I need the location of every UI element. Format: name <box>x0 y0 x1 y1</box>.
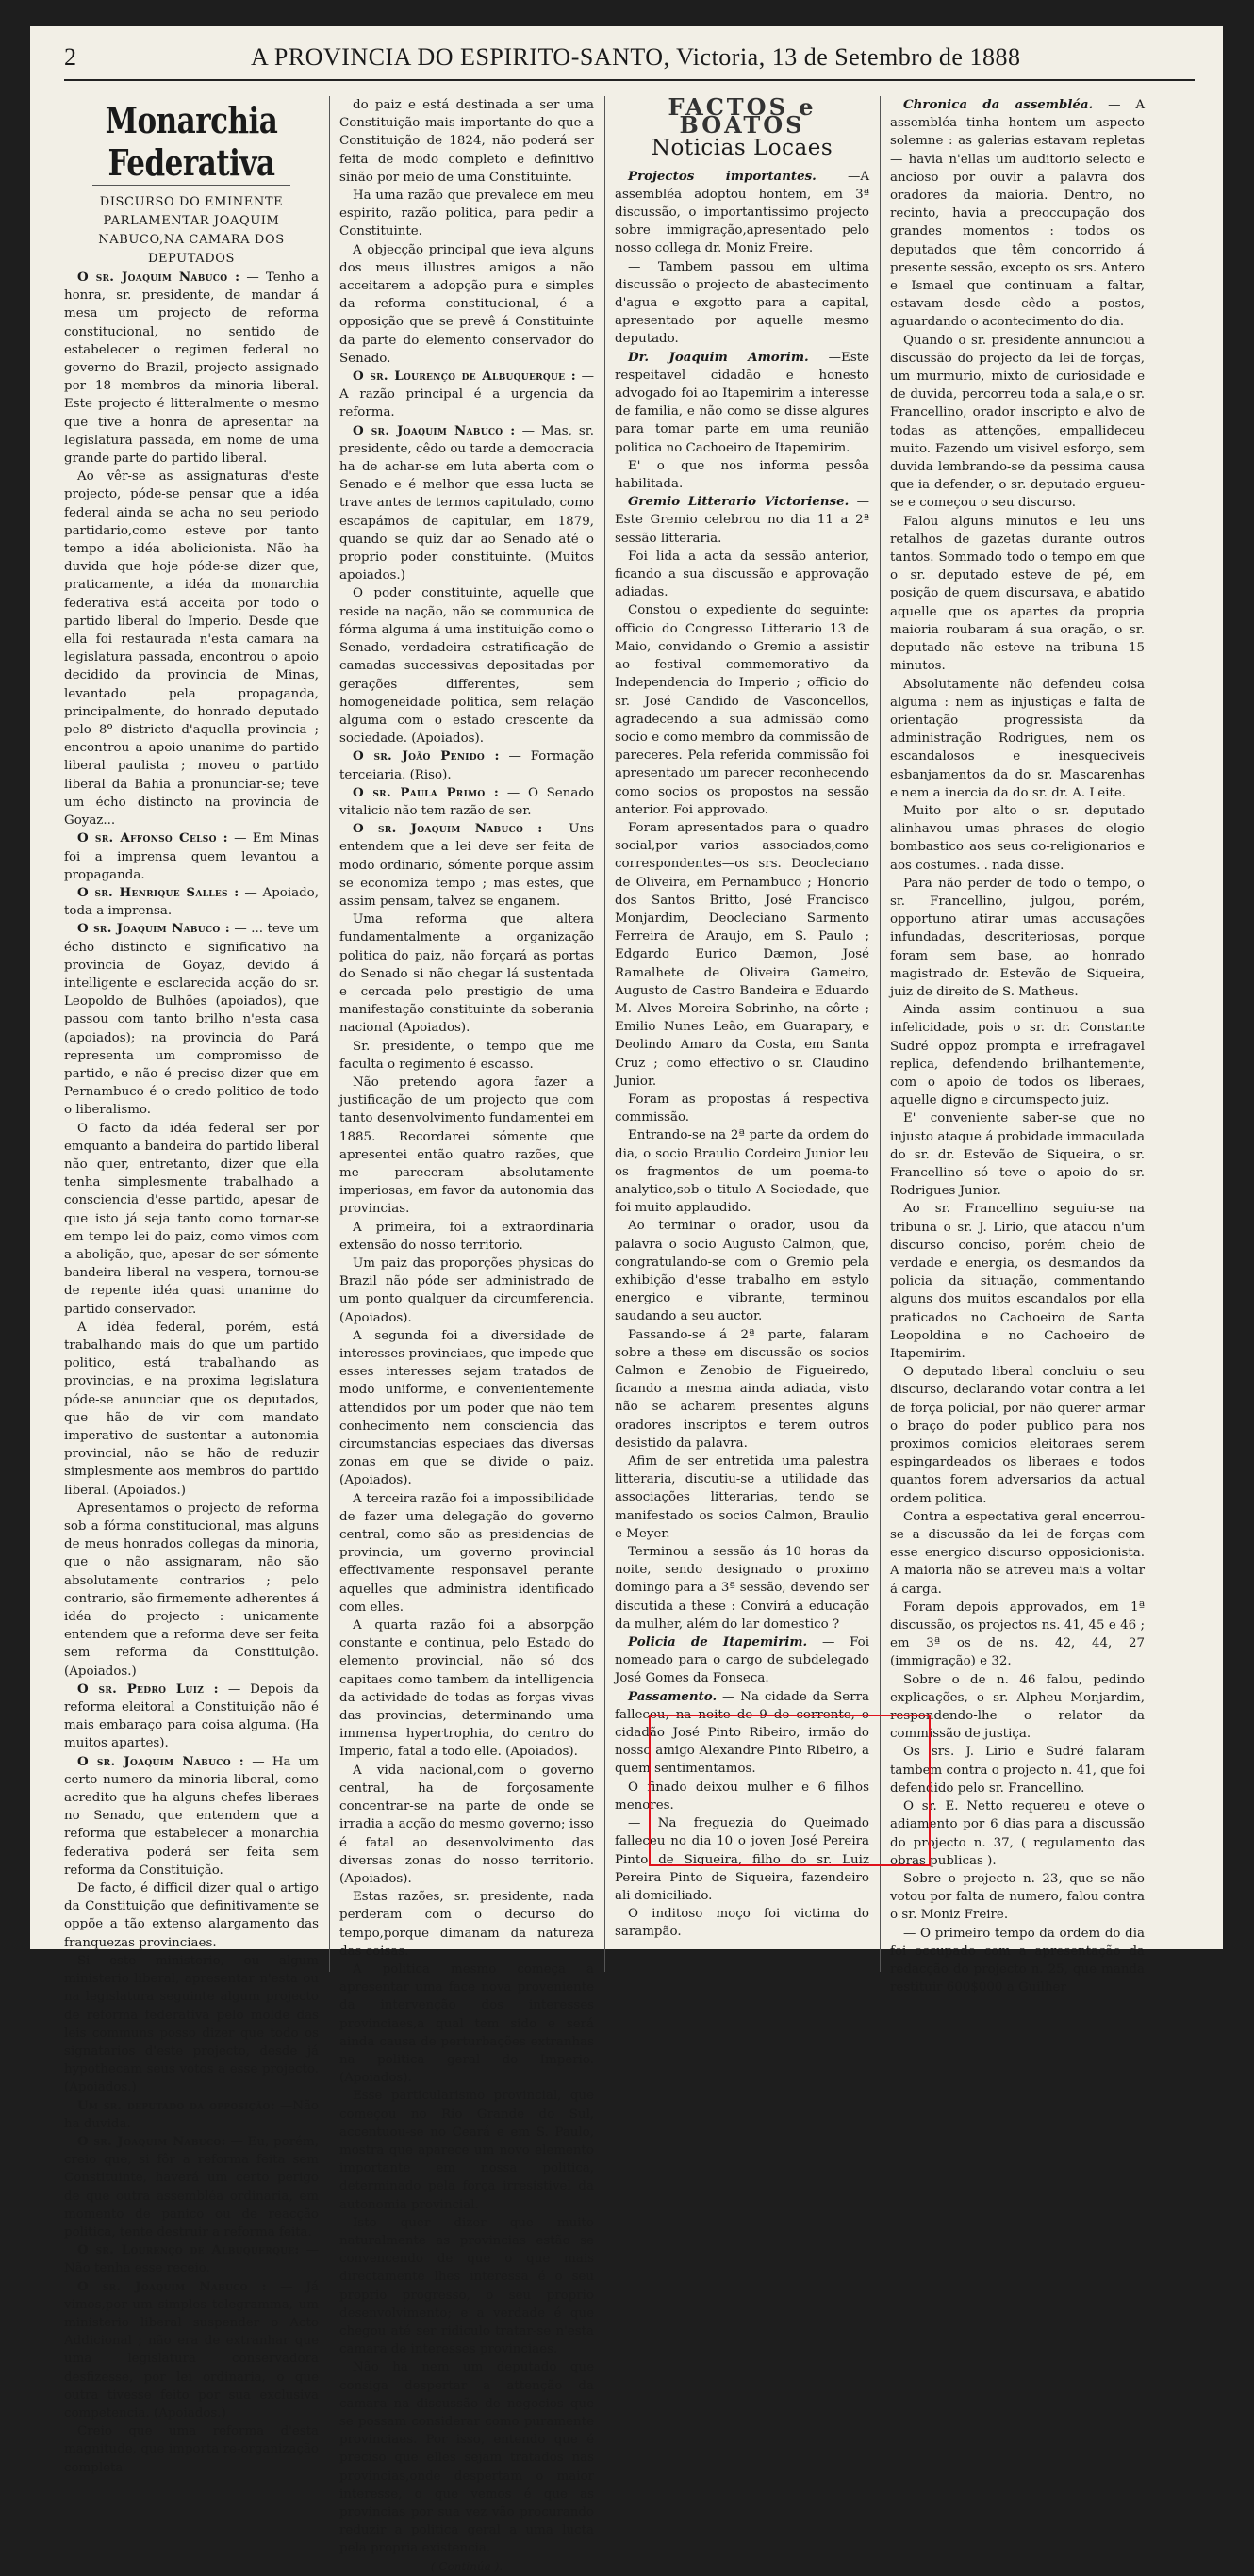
paragraph-text: Ao vêr-se as assignaturas d'este projecto, póde-se pensar que a idéa federal ainda se acha no seu periodo partidario,como esteve por tanto tempo a idéa abolicionista. Não ha duvida que hoje póde-se dizer que, praticamente, a idéa da monarchia federativa está acceita por todo o partido liberal do Imperio. Desde que ella foi restaurada n'esta camara na legislatura passada, encontrou o apoio decidido da provincia de Minas, levantado pela propaganda, principalmente, do honrado deputado pelo 8º districto d'aquella provincia ; encontrou a apoio unanime do partido liberal paulista ; moveu o partido liberal da Bahia a pronunciar-se; teve um écho distincto na provincia de Goyaz... <box>64 469 319 829</box>
paragraph-text: De facto, é difficil dizer qual o artigo da Constituição que definitivamente se oppõe a tão extenso alargamento das franquezas provinciaes. <box>64 1881 319 1950</box>
paragraph <box>615 1814 869 1905</box>
paragraph-text: — ... teve um écho distincto e significativo na provincia de Goyaz, devido á intelligente e esclarecida acção do sr. Leopoldo de Bulhões (apoiados), que passou com tanto brilho n'esta casa (apoiados); na provincia do Pará representa um compromisso de partido, e não é preciso dizer que em Pernambuco é o credo politico de todo o liberalismo. <box>64 922 320 1118</box>
paragraph <box>64 1879 319 1952</box>
paragraph <box>339 241 594 368</box>
paragraph <box>339 784 594 820</box>
section-subtitle: Noticias Locaes <box>651 136 833 161</box>
speaker-name: O sr. Joaquim Nabuco : <box>353 422 516 438</box>
subhead: DISCURSO DO EMINENTE PARLAMENTAR JOAQUIM NABUCO,NA CAMARA DOS DEPUTADOS <box>98 195 285 266</box>
paragraph <box>615 548 869 602</box>
paragraph-text: Foram depois approvados, em 1ª discussão, os projectos ns. 41, 45 e 46 ; em 3ª os de ns. 42, 44, 27 (immigração) e 32. <box>890 1600 1145 1669</box>
paragraph-text: — Formação terceiaria. (Riso). <box>339 749 594 782</box>
paragraph-heading: Policia de Itapemirim. <box>628 1634 808 1650</box>
paragraph-text: O inditoso moço foi victima do sarampão. <box>615 1907 869 1940</box>
paragraph-text: — O primeiro tempo da ordem do dia foi occupado com a apresentação da redacção do projecto n. 25, que manda restituir 600$000 a Guilher <box>890 1926 1145 1995</box>
paragraph-text: Os srs. J. Lirio e Sudré falaram tambem contra o projecto n. 41, que foi defendido pelo sr. Francellino. <box>890 1745 1145 1796</box>
paragraph <box>615 601 869 818</box>
paragraph <box>890 875 1145 1001</box>
paragraph <box>339 1219 594 1255</box>
paragraph-heading: Projectos importantes. <box>628 168 817 184</box>
paragraph-text: A politica mesmo começa a apresentar uma face nova proveniente da intervenção dos interesses provinciaes,a qual tem sido e será ainda causa de perturbações extranhas na politica geral do Imperio. (Apoiados). <box>339 1961 594 2086</box>
paragraph-text: Si este ministerio, ou algum ministerio liberal, apresentar n'esta ou na legislatura seguinte algum projecto de reforma federativa pelo molde das leis communs posso dizer que todo os signatarios d'este projecto, desde já hypothecam seus votos a esse projecto. (Apoiados.) <box>64 1953 319 2095</box>
paragraph <box>339 2087 594 2213</box>
paragraph-text: —Este respeitavel cidadão e honesto advogado foi ao Itapemirim a interesse de familia, e não como se disse algures para tomar parte em uma reunião politica no Cachoeiro de Itapemirim. <box>615 350 869 455</box>
paragraph-text: Entrando-se na 2ª parte da ordem do dia, o socio Braulio Cordeiro Junior leu os fragmentos de um poema-to analytico,sob o titulo A Sociedade, que foi muito applaudido. <box>615 1128 869 1216</box>
paragraph <box>890 332 1145 513</box>
paragraph <box>64 1500 319 1681</box>
paragraph <box>615 457 869 493</box>
speaker-name: O sr. Lourenço de Albuquerque: <box>77 2242 300 2258</box>
page-number: 2 <box>64 43 77 71</box>
paragraph-text: O sr. E. Netto requereu e oteve o adiamento por 6 dias para a discussão do projecto n. 37, ( regulamento das obras publicas ). <box>890 1799 1145 1868</box>
speaker-name: O sr. Henrique Salles : <box>77 884 239 900</box>
paragraph <box>615 1126 869 1217</box>
continua-note: ( Continúa ). <box>430 2559 503 2573</box>
paragraph <box>890 676 1145 802</box>
paragraph-text: — Ha um certo numero da minoria liberal, como acredito que ha alguns chefes liberaes no Senado, que entendem que a reforma que estabelecer a monarchia federativa poderá ser feita sem reforma da Constituição. <box>64 1754 320 1878</box>
paragraph <box>64 829 319 884</box>
paragraph <box>615 1633 869 1688</box>
paragraph <box>339 1255 594 1327</box>
paragraph <box>615 168 869 258</box>
paragraph <box>64 920 319 1119</box>
column-4 <box>890 96 1145 1995</box>
paragraph-text: do paiz e está destinada a ser uma Constituição mais importante do que a Constituição de 1824, não poderá ser feita de modo completo e definitivo sinão por meio de uma Constituinte. <box>339 98 594 185</box>
speaker-name: O sr. Joaquim Nabuco : <box>77 2278 267 2294</box>
paragraph <box>339 1616 594 1762</box>
paragraph-text: Estas razões, sr. presidente, nada perderam com o decurso do tempo,porque dimanam da natureza das coisas. <box>339 1890 594 1959</box>
paragraph <box>615 1905 869 1941</box>
paragraph-heading: Passamento. <box>628 1688 718 1704</box>
paragraph-text: —A assembléa adoptou hontem, em 3ª discussão, o importantissimo projecto sobre immigração,apresentado pelo nosso collega dr. Moniz Freire. <box>615 169 869 256</box>
columns <box>64 93 1195 2573</box>
masthead-title: A PROVINCIA DO ESPIRITO-SANTO, Victoria, 13 de Setembro de 1888 <box>251 43 1021 71</box>
speaker-name: O sr. Affonso Celso : <box>77 830 228 846</box>
paragraph-text: — Tambem passou em ultima discussão o projecto de abastecimento d'agua e exgotto para a capital, apresentado por aquelle mesmo deputado. <box>615 259 869 347</box>
speaker-name: O sr. Joaquim Nabuco : <box>77 921 230 937</box>
paragraph <box>339 2358 594 2557</box>
paragraph-text: Passando-se á 2ª parte, falaram sobre a these em discussão os socios Calmon e Zenobio de Figueiredo, ficando a mesma ainda adiada, visto não se acharem presentes alguns oradores inscriptos e terem outros desistido da palavra. <box>615 1327 869 1451</box>
paragraph <box>64 1952 319 2097</box>
paragraph <box>615 493 869 548</box>
paragraph <box>890 1109 1145 1200</box>
paragraph <box>64 1319 319 1500</box>
column-3 <box>615 93 869 1940</box>
paragraph-text: Foi lida a acta da sessão anterior, ficando a sua discussão e approvação adiadas. <box>615 549 869 600</box>
paragraph <box>890 1508 1145 1599</box>
paragraph <box>890 1870 1145 1925</box>
paragraph-text: A vida nacional,com o governo central, ha de forçosamente concentrar-se na parte de onde se irradia a acção do mesmo governo; isso é fatal ao desenvolvimento das diversas zonas do nosso territorio. (Apoiados). <box>339 1763 594 1886</box>
paragraph <box>339 1327 594 1490</box>
paragraph-text: E' o que nos informa pessôa habilitada. <box>615 458 869 492</box>
paragraph <box>890 1797 1145 1870</box>
paragraph <box>615 1688 869 1779</box>
paragraph <box>615 1452 869 1543</box>
paragraph-text: Muito por alto o sr. deputado alinhavou umas phrases de elogio bombastico aos seus co-religionarios e aos costumes. . nada disse. <box>890 803 1145 873</box>
paragraph <box>339 1038 594 1074</box>
speaker-name: O sr. Joaquim Nabuco : <box>77 270 240 285</box>
speaker-name: O sr. Paula Primo : <box>353 784 500 800</box>
paragraph-text: O deputado liberal concluiu o seu discurso, declarando votar contra a lei de força policial, por não querer armar o braço do poder publico para nos proximos comicios eleitoraes serem espingardeados os liberaes e todos quantos forem adversarios da actual ordem politica. <box>890 1365 1145 1506</box>
column-2 <box>339 96 594 2573</box>
speaker-name: O sr. Joaquim Nabuco : <box>353 821 543 837</box>
paragraph <box>64 468 319 829</box>
paragraph-heading: Chronica da assembléa. <box>903 97 1094 112</box>
paragraph <box>64 269 319 468</box>
paragraph-text: — Na cidade da Serra falleceu, na noite de 9 do corrente, o cidadão José Pinto Ribeiro, irmão do nosso amigo Alexandre Pinto Ribeiro, a quem sentimentamos. <box>615 1689 869 1777</box>
paragraph <box>64 2097 319 2133</box>
speaker-name: O sr. Lourenço de Albuquerque : <box>353 369 576 385</box>
paragraph <box>339 1074 594 1219</box>
paragraph-text: — Na freguezia do Queimado falleceu no dia 10 o joven José Pereira Pinto de Siqueira, filho do sr. Luiz Pereira Pinto de Siqueira, fazendeiro ali domiciliado. <box>615 1816 869 1903</box>
paragraph <box>339 187 594 241</box>
paragraph <box>64 1681 319 1753</box>
paragraph <box>339 747 594 783</box>
paragraph-text: Absolutamente não defendeu coisa alguma : nem as injustiças e falta de orientação progressista da administração Rodrigues, nem os escandalosos e inesqueciveis esbanjamentos da do sr. Mascarenhas e nem a inercia da do sr. dr. A. Leite. <box>890 677 1145 800</box>
speaker-name: O sr. Joaquim Nabuco : <box>77 1753 244 1769</box>
paragraph <box>615 1779 869 1814</box>
paragraph-text: — Tenho a honra, sr. presidente, de mandar á mesa um projecto de reforma constitucional, no sentido de estabelecer o regimen federal no governo do Brazil, projecto assignado por 18 membros da minoria liberal. Este projecto é litteralmente o mesmo que tive a honra de apresentar na legislatura passada, em nome de uma grande parte do partido liberal. <box>64 271 319 467</box>
paragraph-text: — Depois da reforma eleitoral a Constituição não é mais embaraço para coisa alguma. (Ha muitos apartes). <box>64 1682 319 1751</box>
speaker-name: O sr. Pedro Luiz : <box>77 1681 219 1697</box>
paragraph-text: Sobre o de n. 46 falou, pedindo explicações, o sr. Alpheu Monjardim, respondendo-lhe o relator da commissão de justiça. <box>890 1672 1145 1742</box>
paragraph <box>64 1753 319 1879</box>
paragraph-text: Para não perder de todo o tempo, o sr. Francellino, julgou, porém, opportuno atirar umas accusações infundadas, descriteriosas, porque foram sem base, ao honrado magistrado dr. Estevão de Siqueira, juiz de direito de S. Matheus. <box>890 876 1145 999</box>
paragraph <box>615 1217 869 1325</box>
paragraph <box>890 1743 1145 1797</box>
paragraph-text: Isto quer dizer que muito naturalmente as provincias estão se convencendo de que o que mais directamente lhes interessa é o seu proprio progresso, o seu proprio desenvolvimento; e a verdade é que chegou até ser ridiculo tratar-se n'esta camara de interesses provinciaes. <box>339 2215 594 2357</box>
paragraph-text: Terminou a sessão ás 10 horas da noite, sendo designado o proximo domingo para a 3ª sessão, devendo ser discutida a these : Convirá a educação da mulher, além do lar domestico ? <box>615 1545 869 1632</box>
paragraph-text: Ao sr. Francellino seguiu-se na tribuna o sr. J. Lirio, que atacou n'um discurso conciso, porém cheio de verdade e energia, os desmandos da policia da situação, commentando alguns dos muitos escandalos por ella praticados no Cachoeiro de Santa Leopoldina e no Cachoeiro de Itapemirim. <box>890 1202 1145 1362</box>
paragraph-text: A terceira razão foi a impossibilidade de fazer uma delegação do governo central, como são as presidencias de provincia, um governo provincial effectivamente responsavel perante aquelles que administra identificado com elles. <box>339 1491 594 1615</box>
paragraph-text: Contra a espectativa geral encerrou-se a discussão da lei de forças com esse energico discurso opposicionista. A maioria não se atreveu mais a voltar á carga. <box>890 1509 1145 1597</box>
paragraph <box>339 96 594 187</box>
paragraph <box>339 1888 594 1961</box>
paragraph <box>615 819 869 1091</box>
paragraph-text: Uma reforma que altera fundamentalmente a organização politica do paiz, não forçará as portas do Senado si não chegar lá sustentada e cercada pelo prestigio de uma manifestação constituinte da soberania nacional (Apoiados). <box>339 912 594 1036</box>
paragraph <box>64 2422 319 2477</box>
paragraph-text: A primeira, foi a extraordinaria extensão do nosso territorio. <box>339 1220 594 1253</box>
paragraph <box>339 1490 594 1616</box>
paragraph <box>890 1925 1145 1997</box>
paragraph <box>890 1599 1145 1671</box>
paragraph <box>64 2241 319 2277</box>
column-rule <box>880 96 881 1972</box>
paragraph-text: — O Senado vitalicio não tem razão de ser. <box>339 785 594 818</box>
paragraph-text: — A assembléa tinha hontem um aspecto solemne : as galerias estavam repletas — havia n'ellas um auditorio selecto e ancioso por ouvir a palavra dos oradores da maioria. Dentro, no recinto, havia a preoccupação dos grandes momentos : todos os deputados que têm concorrido á presente sessão, excepto os srs. Antero e Ismael que continuam a faltar, estavam desde cêdo a postos, aguardando o acontecimento do dia. <box>890 98 1145 330</box>
paragraph <box>890 1200 1145 1363</box>
paragraph-text: E' conveniente saber-se que no injusto ataque á probidade immaculada do sr. dr. Estevão de Siqueira, o sr. Francellino só teve o apoio do sr. Rodrigues Junior. <box>890 1111 1145 1199</box>
paragraph <box>339 1961 594 2087</box>
paragraph-text: Creio que uma reforma d'esta magnitude, que importa re-organização completa <box>64 2424 319 2475</box>
paragraph <box>339 368 594 422</box>
paragraph <box>64 884 319 920</box>
paragraph-text: Sobre o projecto n. 23, que se não votou por falta de numero, falou contra o sr. Moniz Freire. <box>890 1871 1145 1923</box>
paragraph-text: — A razão principal é a urgencia da reforma. <box>339 369 594 420</box>
paragraph <box>890 96 1145 332</box>
paragraph <box>615 1543 869 1633</box>
paragraph-text: —Não tenha esse receio. <box>64 2243 319 2276</box>
paragraph-text: Foram as propostas á respectiva commissão. <box>615 1091 869 1125</box>
paragraph-text: O poder constituinte, aquelle que reside na nação, não se communica de fórma alguma á uma instituição como o Senado, verdadeira estratificação de camadas successivas depositadas por gerações differentes, sem homogeneidade politica, sem relação alguma com o estado crescente da sociedade. (Apoiados). <box>339 586 594 747</box>
divider <box>92 185 290 186</box>
paragraph <box>890 802 1145 875</box>
headline: Monarchia Federativa <box>105 100 278 185</box>
paragraph <box>890 1671 1145 1744</box>
paragraph-text: Apresentamos o projecto de reforma sob a fórma constitucional, mas alguns de meus honrados collegas da minoria, que o não assignaram, não são absolutamente contrarios ; pelo contrario, são firmemente adherentes á idéa do projecto : unicamente entendem que a reforma deve ser feita sem reforma da Constituição. (Apoiados.) <box>64 1501 319 1679</box>
paragraph-text: — Eu, porém, creio que, si fôr a reforma feita sem Constituinte, haverá um certo perigo de que outra assembléa ordinaria, em momento de panico ou de reacção politica, tente destruir a reforma feita. <box>64 2134 319 2240</box>
paragraph-text: — Este Gremio celebrou no dia 11 a 2ª sessão litteraria. <box>615 495 869 546</box>
paragraph-text: A quarta razão foi a absorpção constante e continua, pelo Estado do elemento provincial, não só dos capitaes como tambem da intelligencia da actividade de todas as forças vivas das provincias, determinando uma immensa hypertrophia, do centro do Imperio, fatal a todo elle. (Apoiados). <box>339 1618 594 1760</box>
paragraph-heading: Dr. Joaquim Amorim. <box>628 349 809 365</box>
paragraph-text: —Não ha duvida. <box>64 2098 319 2131</box>
paragraph-text: Não ha nem um deputado que consiga despertar a attenção da camara na discussão de negocios que se possam considerar como puramente provinciaes. Por isso, entendo que é preciso que elles sejam tratados nas provincias,onde despertam o maior interesse, o que vemos é que as provincias por sua vez vão procurando reduzir a politica geral a uma lucta pela propria existencia. <box>339 2360 594 2556</box>
section-title: FACTOS e BOATOS <box>668 93 817 139</box>
paragraph <box>339 422 594 585</box>
paragraph-text: O facto da idéa federal ser por emquanto a bandeira do partido liberal não quer, entretanto, dizer que ella tenha simplesmente trabalhado a consciencia d'esse partido, apesar de que isto já seja tanto como tornar-se em tempo lei do paiz, como vimos com a abolição, que, apesar de ser sómente bandeira liberal na vespera, tornou-se de repente idéa quasi unanime do partido conservador. <box>64 1121 319 1317</box>
paragraph <box>64 2133 319 2241</box>
paragraph-text: Afim de ser entretida uma palestra litteraria, discutiu-se a utilidade das associações litterarias, tendo se manifestado os socios Calmon, Braulio e Meyer. <box>615 1454 869 1541</box>
paragraph-text: A segunda foi a diversidade de interesses provinciaes, que impede que esses interesses sejam tratados de modo uniforme, e convenientemente attendidos por um poder que não tem conhecimento nem consciencia das circumstancias especiaes das diversas zonas em que se divide o paiz. (Apoiados). <box>339 1328 594 1488</box>
paragraph-heading: Gremio Litterario Victoriense. <box>628 494 850 510</box>
paragraph <box>339 820 594 911</box>
paragraph <box>64 2278 319 2423</box>
paragraph-text: Sr. presidente, o tempo que me faculta o regimento é escasso. <box>339 1039 594 1072</box>
paragraph-text: A objecção principal que ieva alguns dos meus illustres amigos a não acceitarem a adopção pura e simples da reforma constitucional, é a opposição que se prevê á Constituinte da parte do elemento conservador do Senado. <box>339 242 594 366</box>
paragraph <box>339 1762 594 1888</box>
paragraph-text: Quando o sr. presidente annunciou a discussão do projecto da lei de forças, um murmurio, mixto de curiosidade e de duvida, percorreu toda a sala,e o sr. Francellino, orador inscripto e alvo de todas as attenções, empallideceu muito. Fazendo um visivel esforço, sem duvida lembrando-se da pessima causa que ia defender, o sr. deputado ergueu-se e começou o seu discurso. <box>890 333 1145 511</box>
speaker-name: Um sr. deputado da opposição: <box>77 2097 275 2113</box>
speaker-name: O sr. Joaquim Nabuco: <box>77 2133 226 2149</box>
paragraph <box>615 258 869 349</box>
masthead <box>64 43 1195 81</box>
paragraph-text: A idéa federal, porém, está trabalhando mais do que um partido politico, está trabalhando as provincias, e na proxima legislatura póde-se anunciar que os deputados, que hão de vir com mandato imperativo de sustentar a autonomia provincial, não se hão de reduzir simplesmente aos membros do partido liberal. (Apoiados.) <box>64 1320 319 1498</box>
paragraph-text: Não pretendo agora fazer a justificação de um projecto que com tanto desenvolvimento fundamentei em 1885. Recordarei sómente que apresentei então quatro razões, que me pareceram absolutamente imperiosas, em favor da autonomia das provincias. <box>339 1075 594 1217</box>
paragraph-text: O finado deixou mulher e 6 filhos menores. <box>615 1780 869 1813</box>
paragraph <box>615 1326 869 1452</box>
speaker-name: O sr. João Penido : <box>353 748 500 764</box>
paragraph-text: Falou alguns minutos e leu uns retalhos de gazetas durante outros tantos. Sommado todo o tempo em que o sr. deputado esteve de pé, em posição de quem discursava, e abatido aquelle que os apartes da propria maioria roubaram á sua oração, o sr. deputado não esteve na tribuna 15 minutos. <box>890 514 1145 674</box>
paragraph <box>339 911 594 1037</box>
paragraph <box>615 1091 869 1126</box>
paragraph-text: — Foi nomeado para o cargo de subdelegado José Gomes da Fonseca. <box>615 1635 869 1686</box>
column-1 <box>64 96 320 2475</box>
paragraph-text: — Apoiado, toda a imprensa. <box>64 885 319 919</box>
paragraph-text: Um paiz das proporções physicas do Brazil não póde ser administrado de um ponto qualquer da circumferencia. (Apoiados). <box>339 1256 594 1325</box>
paragraph <box>615 349 869 457</box>
paragraph-text: Ainda assim continuou a sua infelicidade, pois o sr. dr. Constante Sudré oppoz prompta e irrefragavel replica, defendendo brilhantemente, com o apoio de todos os liberaes, aquelle digno e circumspecto juiz. <box>890 1003 1145 1108</box>
paragraph-text: Ha uma razão que prevalece em meu espirito, razão politica, para pedir a Constituinte. <box>339 189 594 239</box>
newspaper-page <box>30 26 1223 2573</box>
paragraph-text: Constou o expediente do seguinte: officio do Congresso Litterario 13 de Maio, convidando o Gremio a assistir ao festival commemorativo da Independencia do Imperio ; officio do sr. José Candido de Vasconcellos, agradecendo a sua admissão como socio e como membro da commissão de pareceres. Pela referida commissão foi apresentado um parecer reconhecendo como socios os propostos na sessão anterior. Foi approvado. <box>615 603 869 817</box>
paragraph-text: — Em Minas foi a imprensa quem levantou a propaganda. <box>64 831 319 882</box>
paragraph-text: Foram apresentados para o quadro social,por varios associados,como correspondentes—os srs. Deocleciano de Oliveira, em Pernambuco ; Honorio dos Santos Britto, José Francisco Monjardim, Deocleciano Sarmento Ferreira de Araujo, em S. Paulo ; Edgardo Eurico Dæmon, José Ramalhete de Oliveira Gameiro, Augusto de Castro Bandeira e Eduardo M. Alves Moreira Sobrinho, na côrte ; Emilio Nunes Leão, em Guarapary, e Deolindo Amaro da Costa, em Santa Cruz ; como effectivo o sr. Claudino Junior. <box>615 820 869 1089</box>
paragraph <box>890 1001 1145 1109</box>
paragraph <box>339 2214 594 2359</box>
paragraph-text: Esse particularismo provincial, que começou no Rio Grande do Sul, accentuou-se no Ceará e em S. Paulo, mostra que aparece um novo elemento importante em nossa politica, determinado pela força irresistivel da autonomia provincial. <box>339 2089 594 2212</box>
paragraph <box>64 1120 319 1319</box>
paragraph-text: — Já vimos,por um simples telegramma, um ministerio liberal suspender o Acto Addicional ; não era de extranhar que uma legislatura conservadora desfizesse, por lei ordinaria, o que outra tivesse feito por sua exclusiva competencia. (Apoiados.) <box>64 2279 319 2420</box>
paragraph <box>890 1363 1145 1508</box>
paragraph <box>339 584 594 747</box>
paragraph-text: Ao terminar o orador, usou da palavra o socio Augusto Calmon, que, congratulando-se com o Gremio pela exhibição d'esse trabalho em estylo energico e vibrante, terminou saudando a seu auctor. <box>615 1219 869 1324</box>
paragraph-text: —Uns entendem que a lei deve ser feita de modo ordinario, sómente porque assim se economiza tempo ; mas estes, que assim pensam, talvez se enganem. <box>339 822 594 909</box>
paragraph-text: — Mas, sr. presidente, cêdo ou tarde a democracia ha de achar-se em luta aberta com o Senado e é melhor que essa lucta se trave antes de termos capitulado, como escapámos de capitular, em 1879, quando se quiz dar ao Senado até o proprio poder constituinte. (Muitos apoiados.) <box>339 423 594 583</box>
paragraph <box>890 513 1145 676</box>
